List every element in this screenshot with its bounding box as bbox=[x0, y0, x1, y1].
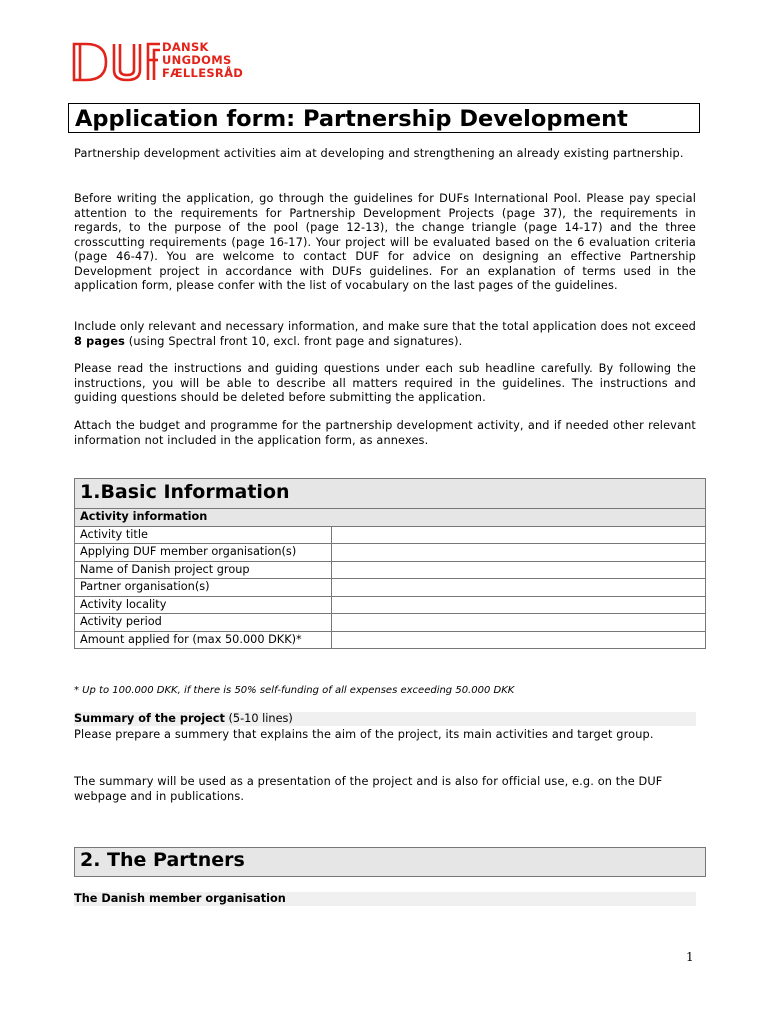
row-label: Activity locality bbox=[75, 596, 332, 614]
amount-footnote: * Up to 100.000 DKK, if there is 50% self-funding of all expenses exceeding 50.000 DKK bbox=[74, 685, 515, 696]
row-value-field[interactable] bbox=[332, 561, 706, 579]
table-row bbox=[75, 526, 706, 544]
logo-line-3: FÆLLESRÅD bbox=[162, 66, 244, 80]
pages-text-after: (using Spectral front 10, excl. front page and signatures). bbox=[125, 334, 463, 348]
logo-line-1: DANSK bbox=[162, 40, 209, 54]
pages-paragraph bbox=[74, 320, 696, 349]
row-value-field[interactable] bbox=[332, 631, 706, 649]
row-value-field[interactable] bbox=[332, 579, 706, 597]
table-row bbox=[75, 614, 706, 632]
attach-paragraph: Attach the budget and programme for the partnership development activity, and if needed other relevant information not included in the application form, as annexes. bbox=[74, 419, 696, 447]
summary-heading-bold: Summary of the project bbox=[74, 712, 225, 725]
section-2-heading: 2. The Partners bbox=[80, 849, 245, 871]
table-row bbox=[75, 544, 706, 562]
table-row bbox=[75, 579, 706, 597]
table-row bbox=[75, 561, 706, 579]
summary-heading bbox=[74, 712, 696, 726]
danish-member-org-subheading: The Danish member organisation bbox=[74, 892, 696, 906]
section-1-heading: 1.Basic Information bbox=[80, 481, 290, 503]
table-row bbox=[75, 596, 706, 614]
row-value-field[interactable] bbox=[332, 544, 706, 562]
document-title: Application form: Partnership Development bbox=[75, 106, 628, 132]
summary-heading-rest: (5-10 lines) bbox=[224, 712, 293, 725]
table-header-cell: Activity information bbox=[75, 509, 706, 527]
section-1-heading-box bbox=[74, 478, 706, 509]
row-value-field[interactable] bbox=[332, 526, 706, 544]
table-header-row bbox=[75, 509, 706, 527]
summary-instruction: Please prepare a summery that explains the aim of the project, its main activities and target group. bbox=[74, 728, 654, 741]
row-label: Activity period bbox=[75, 614, 332, 632]
intro-paragraph-2: Before writing the application, go through the guidelines for DUFs International Pool. Please pay special attention to the requirements for Partnership Development Projects (page 37), the requirements in regards, to the purpose of the pool (page 12-13), the change triangle (page 14-17) and the three crosscutting requirements (page 16-17). Your project will be evaluated based on the 6 evaluation criteria (page 46-47). You are welcome to contact DUF for advice on designing an effective Partnership Development project in accordance with DUFs guidelines. For an explanation of terms used in the application form, please confer with the list of vocabulary on the last pages of the guidelines. bbox=[74, 192, 696, 292]
pages-text-before: Include only relevant and necessary information, and make sure that the total application does not exceed bbox=[74, 320, 696, 333]
logo-line-2: UNGDOMS bbox=[162, 53, 232, 67]
row-label: Name of Danish project group bbox=[75, 561, 332, 579]
pages-limit-bold: 8 pages bbox=[74, 334, 126, 348]
summary-usage-note: The summary will be used as a presentation of the project and is also for official use, e.g. on the DUF webpage and in publications. bbox=[74, 775, 663, 803]
table-row bbox=[75, 631, 706, 649]
instructions-paragraph: Please read the instructions and guiding questions under each sub headline carefully. By following the instructions, you will be able to describe all matters required in the guidelines. The instructions and guiding questions should be deleted before submitting the application. bbox=[74, 362, 696, 404]
row-label: Activity title bbox=[75, 526, 332, 544]
section-2-heading-box bbox=[74, 847, 706, 877]
logo-wordmark bbox=[162, 41, 243, 80]
row-value-field[interactable] bbox=[332, 614, 706, 632]
row-label: Amount applied for (max 50.000 DKK)* bbox=[75, 631, 332, 649]
page-number: 1 bbox=[686, 950, 694, 964]
row-value-field[interactable] bbox=[332, 596, 706, 614]
intro-paragraph-1: Partnership development activities aim at developing and strengthening an already existing partnership. bbox=[74, 147, 684, 160]
title-box bbox=[68, 103, 700, 133]
row-label: Partner organisation(s) bbox=[75, 579, 332, 597]
activity-info-table bbox=[74, 508, 706, 649]
row-label: Applying DUF member organisation(s) bbox=[75, 544, 332, 562]
